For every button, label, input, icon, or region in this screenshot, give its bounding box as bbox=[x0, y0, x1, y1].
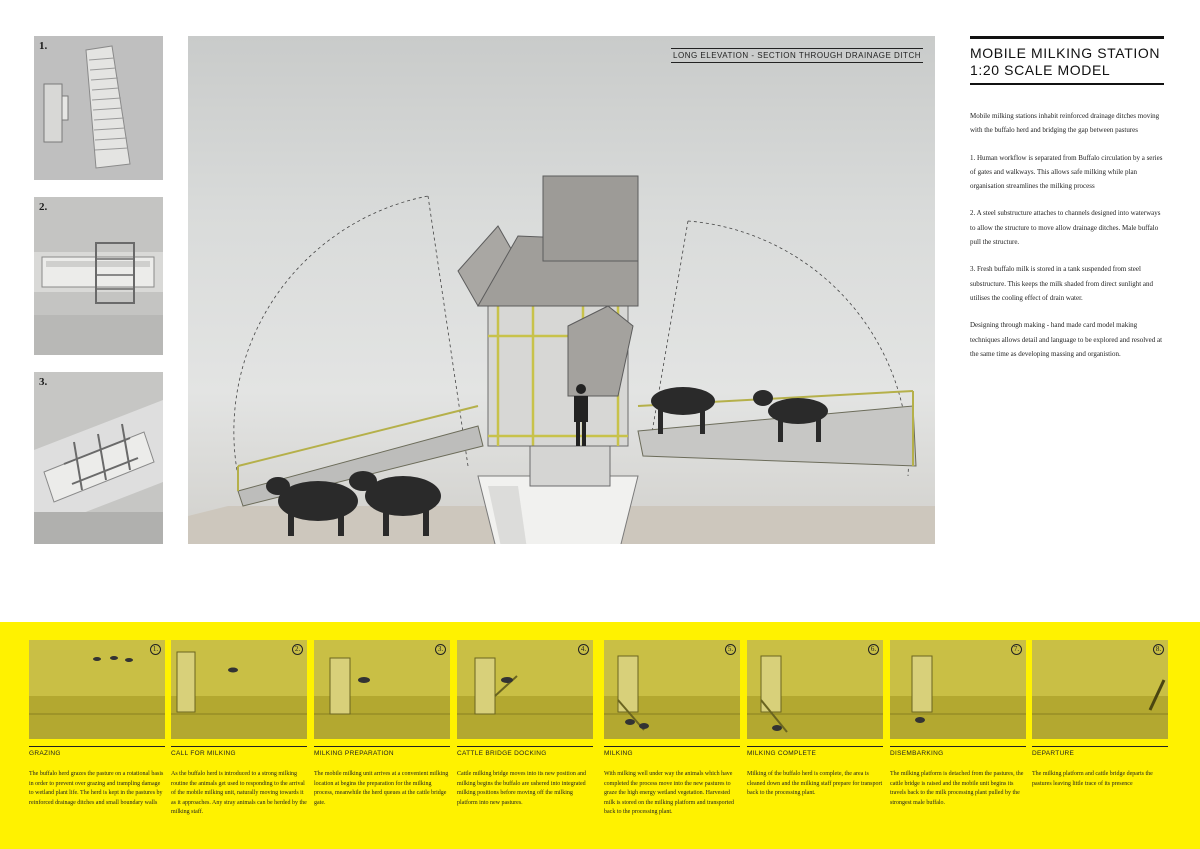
step-number: 4. bbox=[578, 644, 589, 655]
step-number: 3. bbox=[435, 644, 446, 655]
step-label: MILKING PREPARATION bbox=[314, 746, 450, 757]
title-line-2: 1:20 SCALE MODEL bbox=[970, 62, 1111, 78]
step-label: DISEMBARKING bbox=[890, 746, 1026, 757]
milking-station-model-image bbox=[188, 36, 935, 544]
point-1-paragraph: 1. Human workflow is separated from Buffalo circulation by a series of gates and walkways. This allows safe milking while plan organisation streamlines the milking process bbox=[970, 153, 1163, 191]
model-piece-image bbox=[34, 197, 163, 355]
model-photo-3 bbox=[34, 372, 163, 544]
step-number: 6. bbox=[868, 644, 879, 655]
sequence-step-5 bbox=[604, 640, 740, 818]
step-description: With milking well under way the animals which have completed the process move into the new pastures to graze the high energy wetland vegetation. Harvested milk is stored on the milking platform and transported back to the processing plant. bbox=[604, 771, 734, 815]
main-model-photo bbox=[188, 36, 935, 544]
step-image bbox=[314, 640, 450, 739]
step-image bbox=[747, 640, 883, 739]
milking-complete-scene bbox=[747, 640, 883, 739]
step-label: DEPARTURE bbox=[1032, 746, 1168, 757]
thumbnail-number: 1. bbox=[39, 40, 48, 52]
sequence-step-4 bbox=[457, 640, 593, 808]
cattle-bridge-docking-scene bbox=[457, 640, 593, 739]
step-image bbox=[890, 640, 1026, 739]
step-image bbox=[457, 640, 593, 739]
thumbnail-number: 3. bbox=[39, 376, 48, 388]
model-piece-image bbox=[34, 372, 163, 544]
milking-preparation-scene bbox=[314, 640, 450, 739]
step-number: 7. bbox=[1011, 644, 1022, 655]
step-number: 5. bbox=[725, 644, 736, 655]
step-image bbox=[29, 640, 165, 739]
step-number: 8. bbox=[1153, 644, 1164, 655]
title-line-1: MOBILE MILKING STATION bbox=[970, 45, 1161, 61]
grazing-scene bbox=[29, 640, 165, 739]
departure-scene bbox=[1032, 640, 1168, 739]
page-title bbox=[970, 39, 1164, 83]
step-image bbox=[604, 640, 740, 739]
disembarking-scene bbox=[890, 640, 1026, 739]
sequence-step-8 bbox=[1032, 640, 1168, 789]
sequence-band bbox=[0, 622, 1200, 849]
step-description: As the buffalo herd is introduced to a strong milking routine the animals get used to responding to the arrival of the mobile milking unit, naturally moving towards it as it approaches. Any stray animals can be herded by the milking staff. bbox=[171, 771, 307, 815]
sequence-step-7 bbox=[890, 640, 1026, 808]
title-rule bbox=[970, 83, 1164, 85]
step-description: The buffalo herd grazes the pasture on a rotational basis in order to prevent over grazing and trampling damage to wetland plant life. The herd is kept in the pastures by reinforced drainage ditches and small boundary walls bbox=[29, 771, 164, 806]
sequence-step-3 bbox=[314, 640, 450, 808]
step-image bbox=[171, 640, 307, 739]
sequence-step-2 bbox=[171, 640, 307, 818]
closing-paragraph: Designing through making - hand made card model making techniques allows detail and language to be explored and resolved at the same time as developing massing and organistion. bbox=[970, 321, 1163, 358]
elevation-caption: LONG ELEVATION - SECTION THROUGH DRAINAGE DITCH bbox=[671, 48, 923, 63]
description-body bbox=[970, 109, 1164, 361]
model-piece-image bbox=[34, 36, 163, 180]
point-3-paragraph: 3. Fresh buffalo milk is stored in a tank suspended from steel substructure. This keeps the milk shaded from direct sunlight and utilises the cooling effect of drain water. bbox=[970, 265, 1154, 302]
sequence-step-6 bbox=[747, 640, 883, 799]
thumbnail-number: 2. bbox=[39, 201, 48, 213]
step-label: GRAZING bbox=[29, 746, 165, 757]
step-number: 1. bbox=[150, 644, 161, 655]
description-panel bbox=[970, 36, 1164, 374]
step-description: Cattle milking bridge moves into its new position and milking begins the buffalo are ushered into integrated milking positions before moving off the milking platform into new pastures. bbox=[457, 771, 586, 806]
model-photo-2 bbox=[34, 197, 163, 355]
point-2-paragraph: 2. A steel substructure attaches to channels designed into waterways to allow the structure to move allow drainage ditches. Male buffalo pull the structure. bbox=[970, 209, 1161, 247]
step-description: The milking platform and cattle bridge departs the pastures leaving little trace of its presence bbox=[1032, 771, 1153, 787]
milking-scene bbox=[604, 640, 740, 739]
step-label: MILKING COMPLETE bbox=[747, 746, 883, 757]
step-number: 2. bbox=[292, 644, 303, 655]
intro-paragraph: Mobile milking stations inhabit reinforced drainage ditches moving with the buffalo herd and bridging the gap between pastures bbox=[970, 112, 1160, 135]
step-description: The mobile milking unit arrives at a convenient milking location at begins the preparation for the milking process, meanwhile the herd queues at the cattle bridge gate. bbox=[314, 771, 449, 806]
step-label: CATTLE BRIDGE DOCKING bbox=[457, 746, 593, 757]
call-for-milking-scene bbox=[171, 640, 307, 739]
step-image bbox=[1032, 640, 1168, 739]
step-description: The milking platform is detached from the pastures, the cattle bridge is raised and the mobile unit begins its travels back to the milk processing plant pulled by the strongest male buffalo. bbox=[890, 771, 1024, 806]
sequence-step-1 bbox=[29, 640, 165, 808]
step-description: Milking of the buffalo herd is complete, the area is cleaned down and the milking staff prepare for transport back to the processing plant. bbox=[747, 771, 883, 796]
model-photo-1 bbox=[34, 36, 163, 180]
step-label: CALL FOR MILKING bbox=[171, 746, 307, 757]
step-label: MILKING bbox=[604, 746, 740, 757]
